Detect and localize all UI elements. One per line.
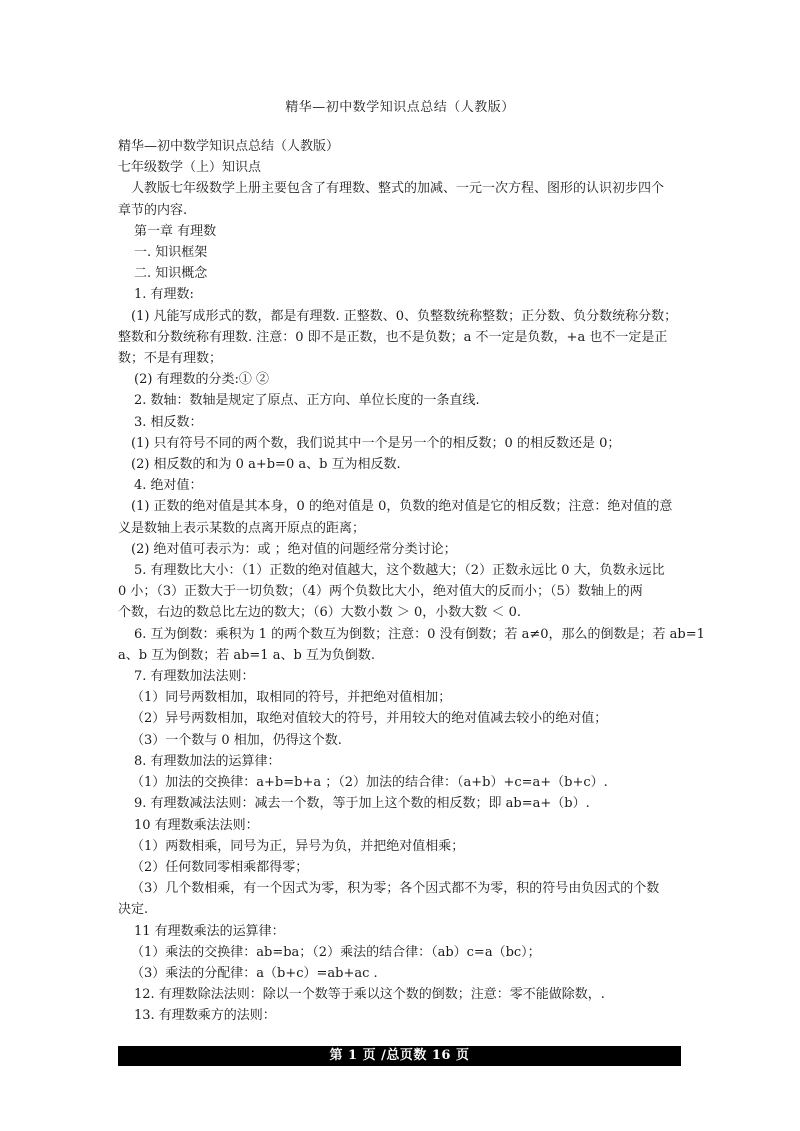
item-heading: 2. 数轴：数轴是规定了原点、正方向、单位长度的一条直线. bbox=[134, 393, 480, 409]
item-heading: 10 有理数乘法法则： bbox=[134, 817, 259, 833]
paragraph-line: 9. 有理数减法法则：减去一个数，等于加上这个数的相反数；即 ab=a+（b）. bbox=[134, 796, 590, 812]
paragraph-line: (1) 正数的绝对值是其本身，0 的绝对值是 0，负数的绝对值是它的相反数；注意：绝对值的意 bbox=[131, 499, 673, 515]
page-header-title: 精华—初中数学知识点总结（人教版） bbox=[285, 100, 515, 115]
item-heading: 3. 相反数： bbox=[134, 414, 203, 430]
item-heading: 13. 有理数乘方的法则： bbox=[134, 1008, 276, 1024]
paragraph-line: （1）两数相乘，同号为正，异号为负，并把绝对值相乘； bbox=[131, 838, 465, 854]
section-heading: 七年级数学（上）知识点 bbox=[118, 160, 262, 176]
paragraph-line: 义是数轴上表示某数的点离开原点的距离； bbox=[118, 520, 366, 536]
item-heading: 11 有理数乘法的运算律： bbox=[134, 923, 285, 939]
paragraph-line: （3）几个数相乘，有一个因式为零，积为零；各个因式都不为零，积的符号由负因式的个数 bbox=[131, 881, 660, 897]
item-heading: 1. 有理数: bbox=[134, 287, 194, 303]
page-indicator: 第 1 页 /总页数 16 页 bbox=[329, 1048, 470, 1063]
paragraph-line: 个数，右边的数总比左边的数大；（6）大数小数 ＞ 0，小数大数 ＜ 0. bbox=[118, 605, 521, 621]
document-body bbox=[118, 136, 705, 1027]
paragraph-line: （2）异号两数相加，取绝对值较大的符号，并用较大的绝对值减去较小的绝对值； bbox=[131, 711, 608, 727]
paragraph-line: 人教版七年级数学上册主要包含了有理数、整式的加减、一元一次方程、图形的认识初步四个 bbox=[131, 181, 665, 197]
paragraph-line: (2) 相反数的和为 0 a+b=0 a、b 互为相反数. bbox=[131, 457, 401, 473]
item-heading: 7. 有理数加法法则： bbox=[134, 669, 255, 685]
subheading: 一. 知识框架 bbox=[134, 245, 208, 261]
paragraph-line: （1）加法的交换律：a+b=b+a ；（2）加法的结合律：（a+b）+c=a+（b+c）. bbox=[131, 775, 608, 791]
paragraph-line: （3）乘法的分配律：a（b+c）=ab+ac . bbox=[131, 965, 378, 981]
item-heading: 4. 绝对值： bbox=[134, 478, 203, 494]
paragraph-line: 决定. bbox=[118, 902, 149, 918]
paragraph-line: 数；不是有理数； bbox=[118, 351, 223, 367]
doc-title: 精华—初中数学知识点总结（人教版） bbox=[118, 139, 340, 154]
paragraph-line: 12. 有理数除法法则：除以一个数等于乘以这个数的倒数；注意：零不能做除数，. bbox=[134, 987, 605, 1003]
paragraph-line: (2) 有理数的分类:① ② bbox=[134, 372, 270, 388]
paragraph-line: (1) 凡能写成形式的数，都是有理数. 正整数、0、负整数统称整数；正分数、负分数统称分数； bbox=[131, 308, 678, 324]
paragraph-line: （1）同号两数相加，取相同的符号，并把绝对值相加； bbox=[131, 690, 452, 706]
paragraph-line: 0 小；（3）正数大于一切负数；（4）两个负数比大小，绝对值大的反而小；（5）数轴上的两 bbox=[118, 584, 643, 600]
chapter-heading: 第一章 有理数 bbox=[134, 223, 217, 239]
paragraph-line: (1) 只有符号不同的两个数，我们说其中一个是另一个的相反数；0 的相反数还是 0； bbox=[131, 435, 621, 451]
paragraph-line: 6. 互为倒数：乘积为 1 的两个数互为倒数；注意：0 没有倒数；若 a≠0，那么的倒数是；若 ab=1 bbox=[134, 626, 705, 642]
paragraph-line: 整数和分数统称有理数. 注意：0 即不是正数，也不是负数；a 不一定是负数，+a 也不一定是正 bbox=[118, 329, 668, 345]
paragraph-line: 5. 有理数比大小：（1）正数的绝对值越大，这个数越大；（2）正数永远比 0 大，负数永远比 bbox=[134, 563, 665, 579]
paragraph-line: （2）任何数同零相乘都得零； bbox=[131, 859, 309, 875]
paragraph-line: （3）一个数与 0 相加，仍得这个数. bbox=[131, 732, 342, 748]
subheading: 二. 知识概念 bbox=[134, 266, 208, 282]
paragraph-line: 章节的内容. bbox=[118, 202, 188, 218]
paragraph-line: (2) 绝对值可表示为：或 ；绝对值的问题经常分类讨论； bbox=[131, 541, 457, 557]
item-heading: 8. 有理数加法的运算律： bbox=[134, 753, 281, 769]
paragraph-line: （1）乘法的交换律：ab=ba；（2）乘法的结合律：（ab）c=a（bc）； bbox=[131, 944, 541, 960]
page-footer bbox=[118, 1046, 681, 1066]
paragraph-line: a、b 互为倒数；若 ab=1 a、b 互为负倒数. bbox=[118, 647, 376, 663]
